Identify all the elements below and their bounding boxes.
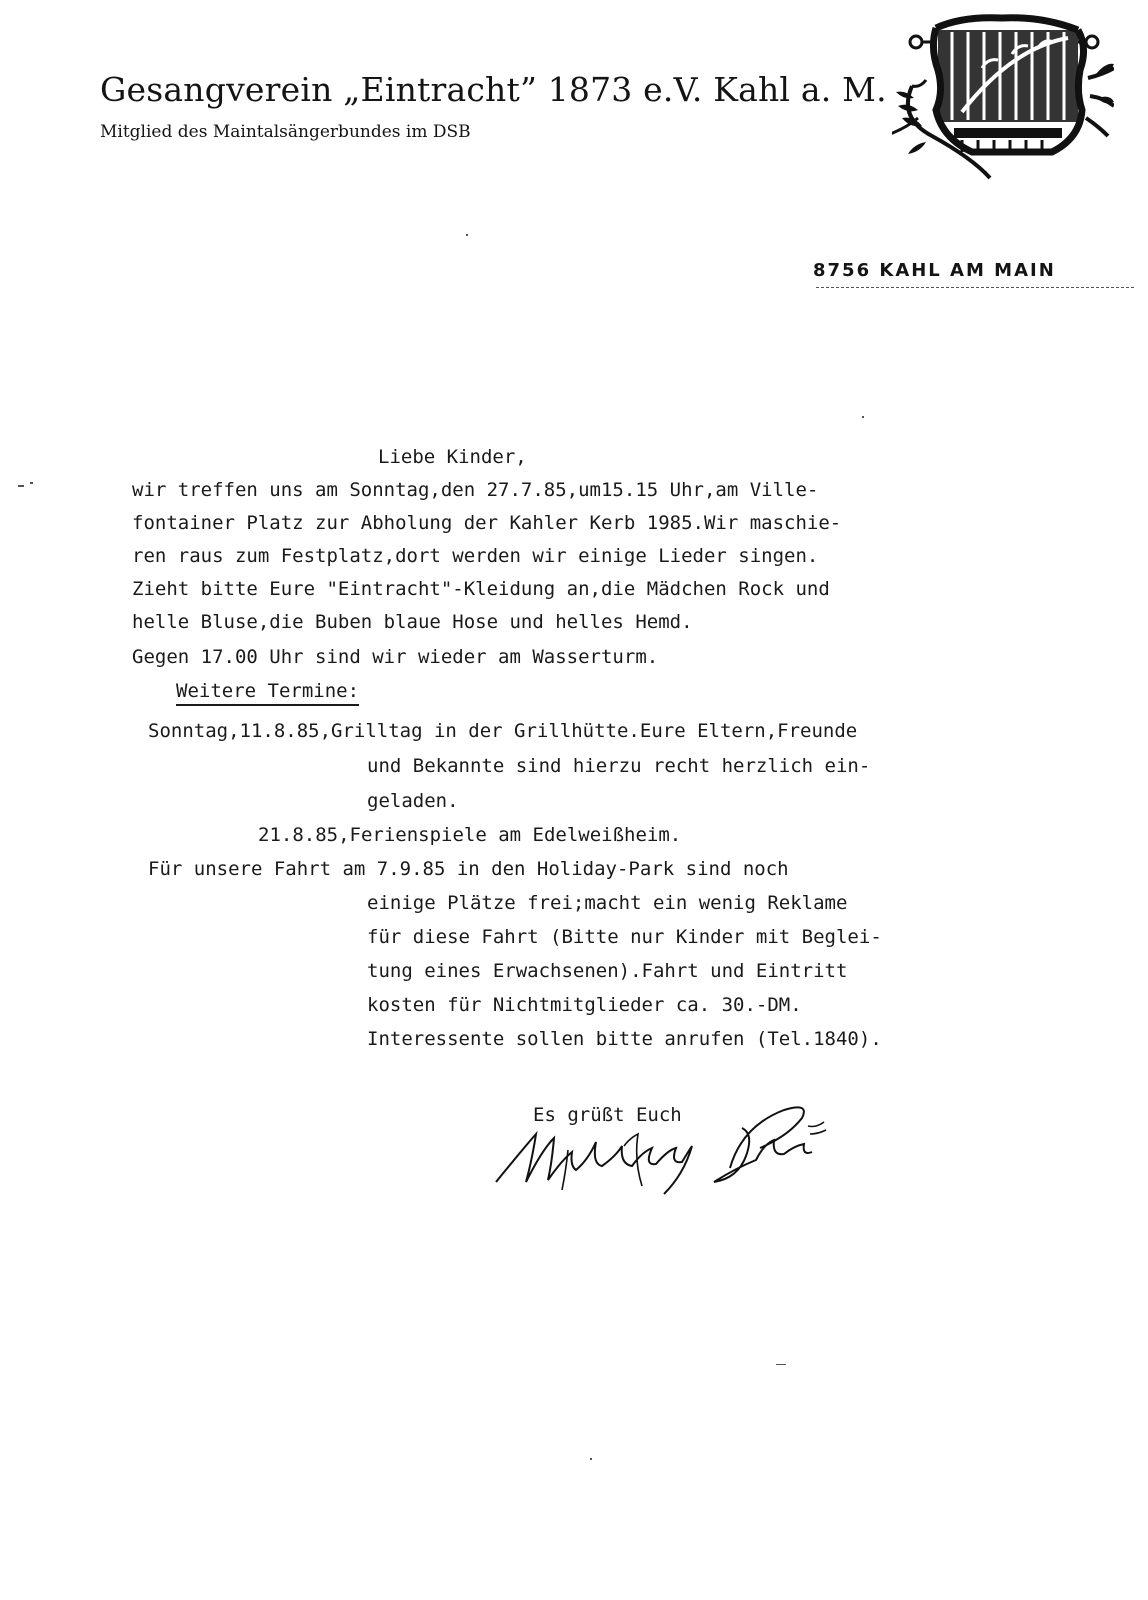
scan-speck bbox=[18, 485, 24, 487]
paragraph-line: helle Bluse,die Buben blaue Hose und helles Hemd. bbox=[132, 611, 693, 633]
paragraph-line: Zieht bitte Eure "Eintracht"-Kleidung an,die Mädchen Rock und bbox=[132, 578, 830, 600]
further-dates-heading: Weitere Termine: bbox=[176, 680, 359, 706]
letterhead-title: Gesangverein „Eintracht” 1873 e.V. Kahl a. M. bbox=[100, 70, 887, 109]
address-rule bbox=[816, 287, 1134, 288]
paragraph-line: fontainer Platz zur Abholung der Kahler Kerb 1985.Wir maschie- bbox=[132, 512, 842, 534]
date-entry-line: Interessente sollen bitte anrufen (Tel.1840). bbox=[367, 1028, 882, 1050]
salutation: Liebe Kinder, bbox=[378, 446, 527, 468]
letterhead-subtitle: Mitglied des Maintalsängerbundes im DSB bbox=[100, 122, 471, 142]
paragraph-line: ren raus zum Festplatz,dort werden wir einige Lieder singen. bbox=[132, 545, 819, 567]
date-entry-line: tung eines Erwachsenen).Fahrt und Eintritt bbox=[367, 960, 848, 982]
scan-speck bbox=[590, 1458, 592, 1460]
date-entry-line: Sonntag,11.8.85,Grilltag in der Grillhütte.Eure Eltern,Freunde bbox=[148, 720, 858, 742]
date-entry-line: für diese Fahrt (Bitte nur Kinder mit Beglei- bbox=[367, 926, 882, 948]
handwritten-signature bbox=[492, 1090, 832, 1205]
scan-speck bbox=[862, 416, 864, 418]
date-entry-line: 21.8.85,Ferienspiele am Edelweißheim. bbox=[258, 824, 682, 846]
date-entry-line: einige Plätze frei;macht ein wenig Reklame bbox=[367, 892, 848, 914]
date-entry-line: und Bekannte sind hierzu recht herzlich ein- bbox=[367, 755, 871, 777]
date-entry-line: Für unsere Fahrt am 7.9.85 in den Holiday-Park sind noch bbox=[148, 858, 789, 880]
closing: Es grüßt Euch bbox=[533, 1104, 682, 1126]
scan-speck bbox=[30, 482, 33, 484]
paragraph-line: wir treffen uns am Sonntag,den 27.7.85,um15.15 Uhr,am Ville- bbox=[132, 479, 819, 501]
date-entry-line: kosten für Nichtmitglieder ca. 30.-DM. bbox=[367, 994, 802, 1016]
paragraph-line: Gegen 17.00 Uhr sind wir wieder am Wasserturm. bbox=[132, 646, 659, 668]
date-entry-line: geladen. bbox=[367, 790, 459, 812]
letterhead-address: 8756 KAHL AM MAIN bbox=[813, 260, 1056, 281]
scan-speck bbox=[466, 234, 468, 236]
scan-speck bbox=[776, 1364, 786, 1365]
lyre-emblem-logo bbox=[892, 8, 1114, 180]
